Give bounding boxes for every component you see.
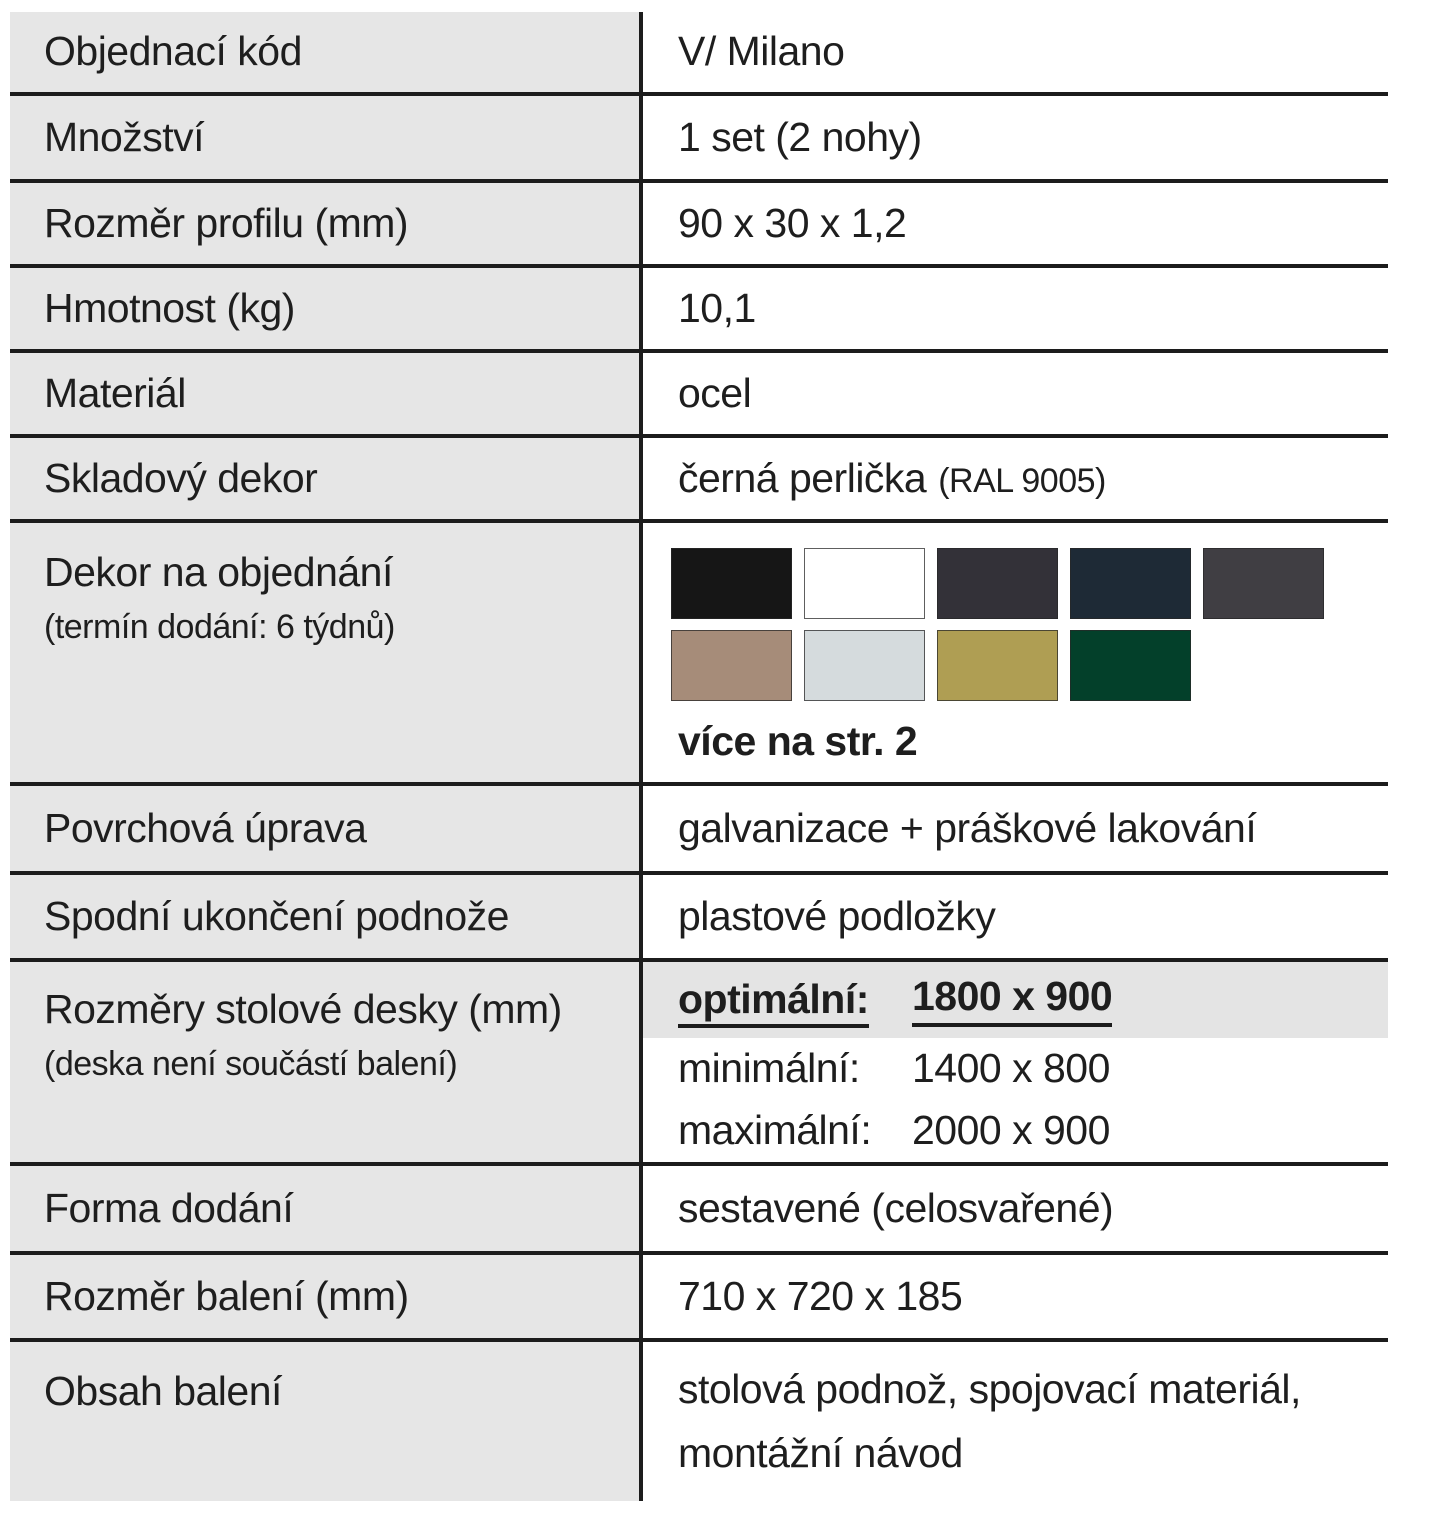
table-row — [10, 786, 1388, 875]
size-line-optimal — [643, 962, 1388, 1038]
row-label: Forma dodání — [44, 1184, 294, 1231]
row-value: 90 x 30 x 1,2 — [678, 199, 907, 246]
row-label-cell — [10, 268, 643, 349]
row-label-cell — [10, 523, 643, 782]
size-value: 1400 x 800 — [912, 1045, 1110, 1092]
size-name: maximální: — [678, 1107, 872, 1154]
row-label-cell — [10, 438, 643, 519]
row-label: Materiál — [44, 369, 186, 416]
decor-swatch-dark-green — [1070, 630, 1191, 701]
decor-swatch-black — [671, 548, 792, 619]
row-label: Množství — [44, 113, 205, 160]
table-row-tabletop-sizes — [10, 962, 1388, 1166]
decor-swatch-silver — [804, 630, 925, 701]
row-label-cell — [10, 786, 643, 871]
row-label-cell — [10, 1166, 643, 1251]
row-value-cell — [643, 183, 1388, 264]
decor-swatch-anthracite — [937, 548, 1058, 619]
row-label-cell — [10, 353, 643, 434]
row-sublabel: (termín dodání: 6 týdnů) — [44, 608, 395, 647]
row-value: černá perlička — [678, 454, 927, 501]
size-value: 2000 x 900 — [912, 1107, 1110, 1154]
row-label: Dekor na objednání — [44, 549, 393, 595]
row-label: Povrchová úprava — [44, 804, 367, 851]
row-label: Skladový dekor — [44, 454, 318, 501]
row-label: Rozměr balení (mm) — [44, 1272, 409, 1319]
row-label: Hmotnost (kg) — [44, 284, 295, 331]
row-sublabel: (deska není součástí balení) — [44, 1045, 458, 1084]
row-value-cell — [643, 438, 1388, 519]
table-row — [10, 438, 1388, 523]
row-label-cell — [10, 1342, 643, 1501]
row-label-cell — [10, 1255, 643, 1338]
decor-swatch-white — [804, 548, 925, 619]
row-label: Spodní ukončení podnože — [44, 892, 509, 939]
size-name: minimální: — [678, 1045, 860, 1092]
more-decors-note: více na str. 2 — [678, 718, 918, 764]
decor-swatch-dark-navy — [1070, 548, 1191, 619]
table-row — [10, 268, 1388, 353]
table-row — [10, 1342, 1388, 1501]
table-row — [10, 875, 1388, 962]
size-name: optimální: — [678, 976, 869, 1028]
size-value: 1800 x 900 — [912, 973, 1112, 1026]
row-value-note: (RAL 9005) — [938, 461, 1106, 500]
row-label-cell — [10, 12, 643, 92]
table-row — [10, 96, 1388, 183]
decor-swatch-gold — [937, 630, 1058, 701]
row-value: stolová podnož, spojovací materiál, montážní návod — [678, 1366, 1301, 1476]
decor-swatch-dark-gray — [1203, 548, 1324, 619]
row-value-cell — [643, 875, 1388, 958]
row-value: galvanizace + práškové lakování — [678, 804, 1257, 851]
row-value: ocel — [678, 369, 752, 416]
row-value: 10,1 — [678, 284, 756, 331]
row-value-cell — [643, 96, 1388, 179]
table-row — [10, 353, 1388, 438]
row-label-cell — [10, 962, 643, 1162]
row-value: sestavené (celosvařené) — [678, 1184, 1114, 1231]
size-line-maximal — [643, 1100, 1388, 1162]
row-label-cell — [10, 183, 643, 264]
row-value-cell — [643, 268, 1388, 349]
size-line-minimal — [643, 1038, 1388, 1100]
row-value-cell — [643, 962, 1388, 1162]
row-value-cell — [643, 353, 1388, 434]
table-row-decors — [10, 523, 1388, 786]
row-value-cell — [643, 1255, 1388, 1338]
row-value: 710 x 720 x 185 — [678, 1272, 963, 1319]
row-label: Rozměry stolové desky (mm) — [44, 986, 562, 1032]
spec-table — [10, 12, 1388, 1501]
row-value-cell — [643, 786, 1388, 871]
row-value: 1 set (2 nohy) — [678, 113, 922, 160]
row-value: V/ Milano — [678, 28, 845, 75]
decor-swatch-grid — [671, 548, 1341, 701]
row-value-cell — [643, 523, 1388, 782]
row-value-cell — [643, 1166, 1388, 1251]
row-label: Rozměr profilu (mm) — [44, 199, 409, 246]
row-label-cell — [10, 875, 643, 958]
decor-swatch-beige — [671, 630, 792, 701]
table-row — [10, 1255, 1388, 1342]
row-label-cell — [10, 96, 643, 179]
table-row — [10, 12, 1388, 96]
row-label: Objednací kód — [44, 28, 302, 75]
row-value: plastové podložky — [678, 892, 996, 939]
table-row — [10, 1166, 1388, 1255]
row-label: Obsah balení — [44, 1368, 282, 1414]
row-value-cell — [643, 1342, 1388, 1501]
row-value-cell — [643, 12, 1388, 92]
table-row — [10, 183, 1388, 268]
